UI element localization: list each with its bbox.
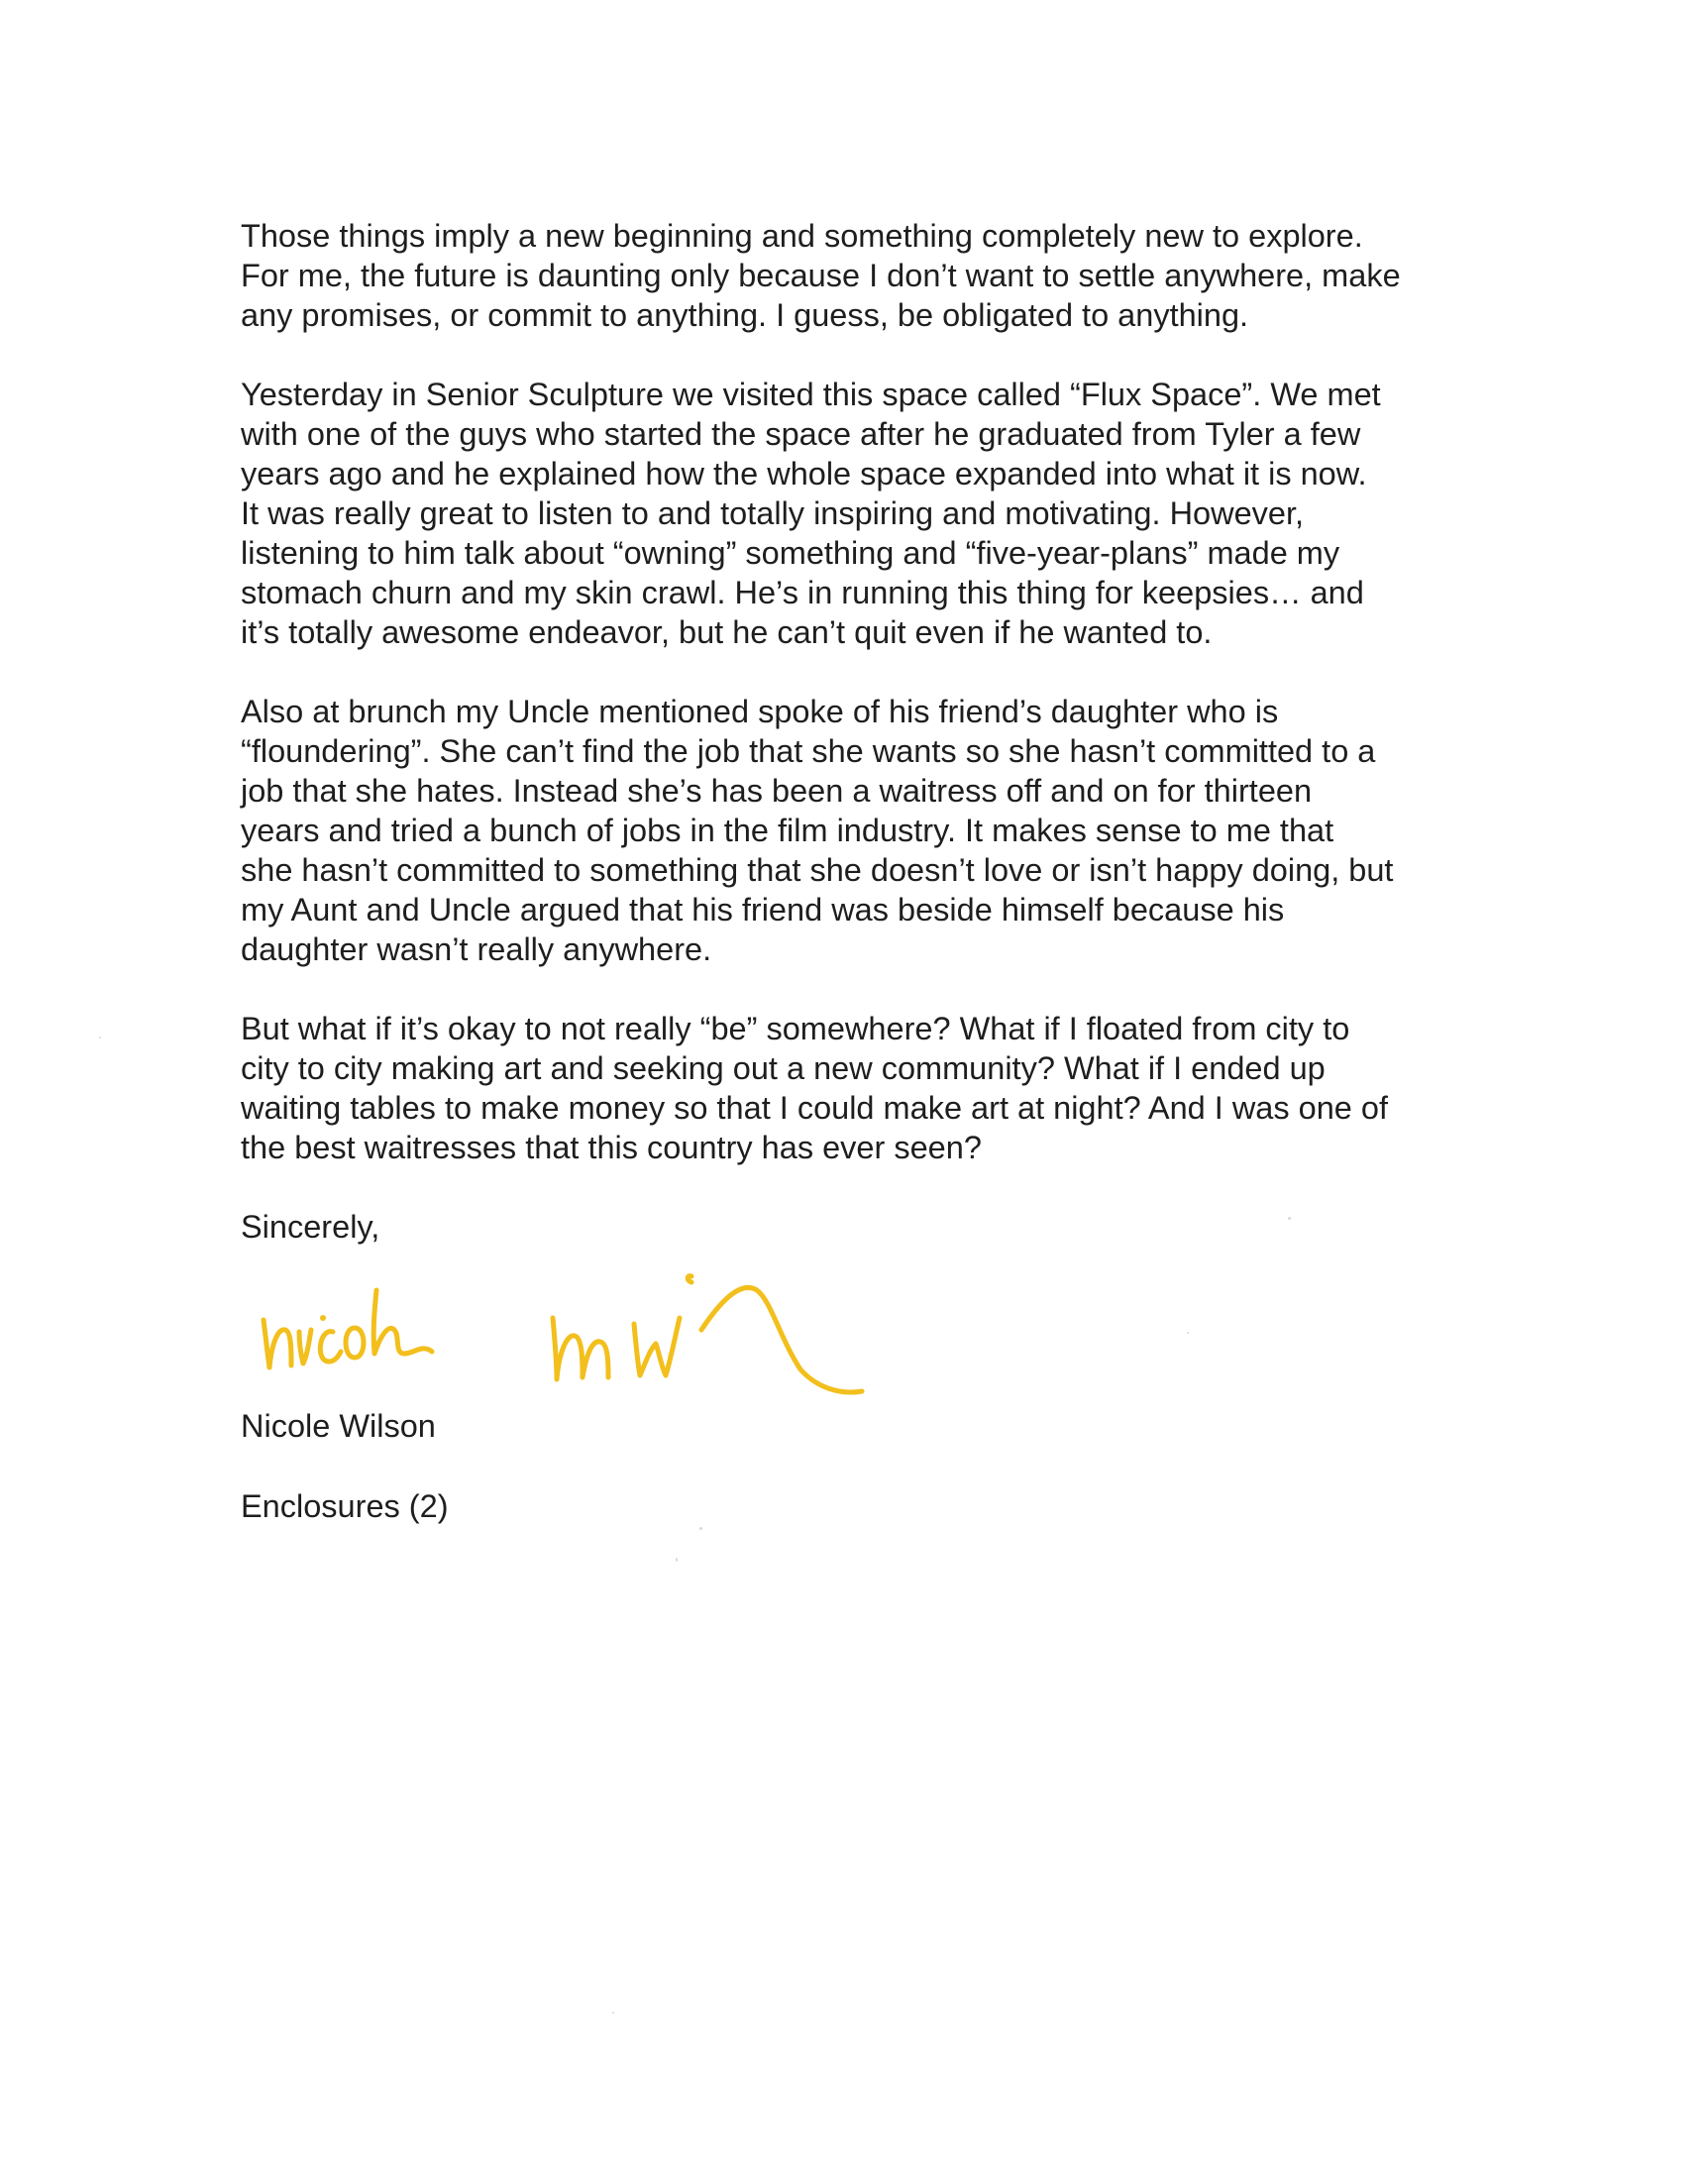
scan-speck [676,1558,678,1562]
scan-speck [99,1037,101,1038]
paragraph-line: For me, the future is daunting only because I don’t want to settle anywhere, make [241,258,1401,293]
scan-speck [1187,1332,1189,1334]
scan-speck [699,1527,702,1530]
paragraph-line: stomach churn and my skin crawl. He’s in running this thing for keepsies… and [241,575,1364,610]
paragraph-line: Also at brunch my Uncle mentioned spoke of his friend’s daughter who is [241,694,1279,729]
paragraph-line: years ago and he explained how the whole space expanded into what it is now. [241,456,1367,491]
paragraph-line: any promises, or commit to anything. I guess, be obligated to anything. [241,297,1249,333]
signer-name: Nicole Wilson [241,1408,436,1444]
paragraph-line: job that she hates. Instead she’s has been a waitress off and on for thirteen [241,773,1313,809]
paragraph-line: it’s totally awesome endeavor, but he can’t quit even if he wanted to. [241,614,1213,650]
paragraph-2 [241,375,1469,652]
letter-body [241,216,1469,1247]
paragraph-line: It was really great to listen to and totally inspiring and motivating. However, [241,495,1305,531]
paragraph-line: my Aunt and Uncle argued that his friend was beside himself because his [241,892,1285,928]
handwritten-signature [256,1270,870,1429]
paragraph-line: But what if it’s okay to not really “be” somewhere? What if I floated from city to [241,1011,1350,1046]
scan-speck [612,2012,614,2014]
paragraph-line: years and tried a bunch of jobs in the film industry. It makes sense to me that [241,813,1334,848]
paragraph-line: daughter wasn’t really anywhere. [241,931,712,967]
letter-closing: Sincerely, [241,1209,380,1245]
paragraph-line: with one of the guys who started the space after he graduated from Tyler a few [241,416,1361,452]
paragraph-line: listening to him talk about “owning” something and “five-year-plans” made my [241,535,1340,571]
paragraph-line: Yesterday in Senior Sculpture we visited this space called “Flux Space”. We met [241,377,1381,412]
paragraph-4 [241,1009,1469,1167]
paragraph-line: city to city making art and seeking out a new community? What if I ended up [241,1050,1326,1086]
paragraph-3 [241,692,1469,969]
paragraph-line: Those things imply a new beginning and something completely new to explore. [241,218,1363,254]
paragraph-1 [241,216,1469,335]
paragraph-line: waiting tables to make money so that I could make art at night? And I was one of [241,1090,1389,1126]
paragraph-line: the best waitresses that this country has ever seen? [241,1130,982,1165]
enclosures-note: Enclosures (2) [241,1488,449,1524]
paragraph-line: “floundering”. She can’t find the job that she wants so she hasn’t committed to a [241,733,1376,769]
scan-speck [1288,1217,1291,1220]
paragraph-line: she hasn’t committed to something that she doesn’t love or isn’t happy doing, but [241,852,1394,888]
